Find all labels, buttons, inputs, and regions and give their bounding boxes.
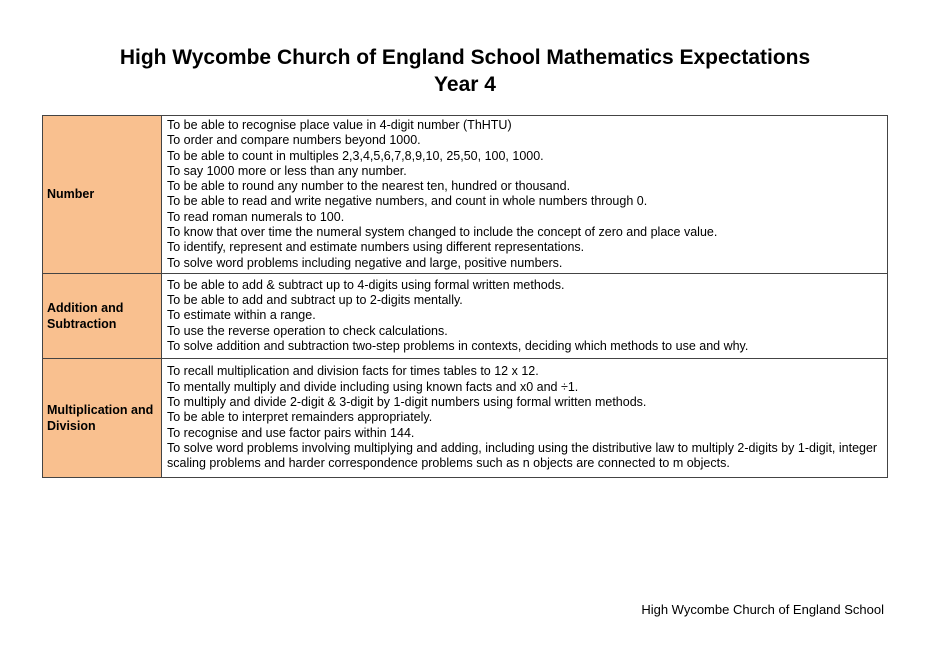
expectation-item: To say 1000 more or less than any number. bbox=[167, 163, 407, 178]
expectations-table bbox=[42, 115, 888, 478]
expectation-item: To be able to recognise place value in 4-digit number (ThHTU) bbox=[167, 118, 512, 132]
expectation-item: To use the reverse operation to check calculations. bbox=[167, 323, 448, 338]
expectations-cell bbox=[162, 273, 888, 358]
expectation-item: To estimate within a range. bbox=[167, 308, 316, 323]
title-line-2: Year 4 bbox=[434, 73, 496, 96]
expectation-item: To order and compare numbers beyond 1000. bbox=[167, 133, 421, 148]
table-row bbox=[43, 273, 888, 358]
expectation-item: To be able to add and subtract up to 2-digits mentally. bbox=[167, 293, 463, 308]
expectation-item: To know that over time the numeral system changed to include the concept of zero and place value. bbox=[167, 225, 718, 240]
expectation-item: To mentally multiply and divide including using known facts and x0 and ÷1. bbox=[167, 379, 579, 394]
expectation-item: To solve word problems involving multiplying and adding, including using the distributive law to multiply 2-digits by 1-digit, integer scaling problems and harder correspondence problems such as n objects are connected to m objects. bbox=[167, 440, 878, 471]
table-row bbox=[43, 358, 888, 477]
expectation-item: To recall multiplication and division facts for times tables to 12 x 12. bbox=[167, 364, 539, 379]
category-cell: Addition and Subtraction bbox=[43, 273, 162, 358]
expectation-item: To be able to add & subtract up to 4-digits using formal written methods. bbox=[167, 277, 565, 292]
expectation-item: To be able to read and write negative numbers, and count in whole numbers through 0. bbox=[167, 194, 648, 209]
category-cell: Multiplication and Division bbox=[43, 358, 162, 477]
expectation-item: To multiply and divide 2-digit & 3-digit by 1-digit numbers using formal written methods. bbox=[167, 395, 647, 410]
expectations-cell bbox=[162, 358, 888, 477]
category-cell: Number bbox=[43, 116, 162, 274]
expectation-item: To be able to round any number to the nearest ten, hundred or thousand. bbox=[167, 179, 571, 194]
expectations-cell bbox=[162, 116, 888, 274]
expectation-item: To be able to interpret remainders appropriately. bbox=[167, 410, 433, 425]
expectation-item: To identify, represent and estimate numbers using different representations. bbox=[167, 240, 585, 255]
page-title bbox=[0, 44, 930, 98]
expectation-item: To solve word problems including negative and large, positive numbers. bbox=[167, 255, 563, 270]
title-line-1: High Wycombe Church of England School Mathematics Expectations bbox=[119, 46, 811, 69]
expectation-item: To be able to count in multiples 2,3,4,5,6,7,8,9,10, 25,50, 100, 1000. bbox=[167, 148, 544, 163]
expectation-item: To recognise and use factor pairs within 144. bbox=[167, 425, 415, 440]
expectation-item: To solve addition and subtraction two-step problems in contexts, deciding which methods to use and why. bbox=[167, 338, 749, 353]
expectation-item: To read roman numerals to 100. bbox=[167, 209, 345, 224]
table-row bbox=[43, 116, 888, 274]
footer-school-name: High Wycombe Church of England School bbox=[641, 602, 884, 617]
